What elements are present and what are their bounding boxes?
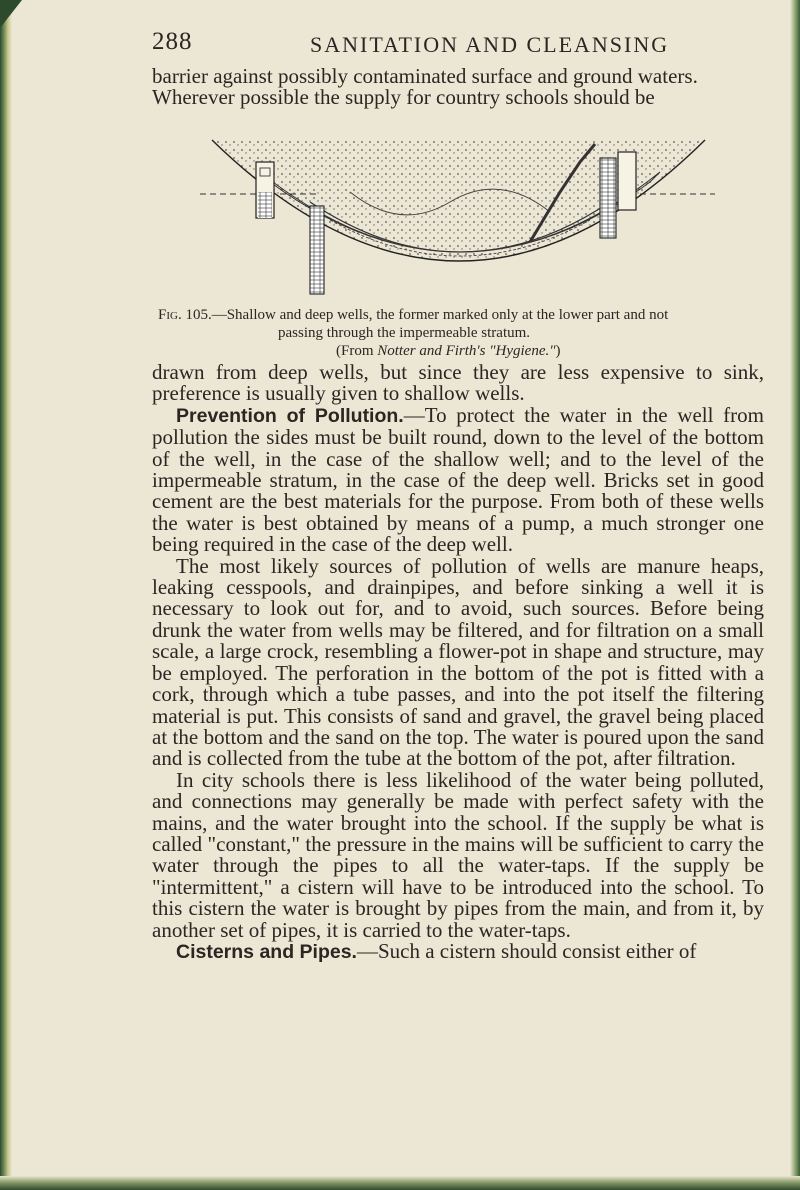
- page-number: 288: [152, 28, 193, 55]
- paragraph-cisterns: [152, 938, 764, 963]
- subheading-cisterns: Cisterns and Pipes.: [176, 940, 357, 963]
- source-suffix: ): [555, 343, 561, 359]
- intro-text: [152, 66, 764, 109]
- shallow-well: [256, 162, 274, 218]
- deep-well-left: [310, 206, 324, 294]
- figure-caption: [158, 306, 768, 360]
- page-header: [152, 28, 762, 64]
- intro-line-2: Wherever possible the supply for country schools should be: [152, 85, 655, 110]
- page-left-edge: [0, 0, 12, 1190]
- deep-well-right: [600, 152, 636, 238]
- running-title: SANITATION AND CLEANSING: [310, 32, 670, 57]
- figure-source: [158, 342, 768, 360]
- page-right-edge: [790, 0, 800, 1190]
- page-corner-shadow: [0, 0, 22, 28]
- source-title: Notter and Firth's "Hygiene.": [377, 343, 556, 359]
- wells-figure: [200, 132, 720, 300]
- caption-line-1: —Shallow and deep wells, the former marked only at the lower part and not: [211, 307, 669, 323]
- caption-line-2: passing through the impermeable stratum.: [278, 325, 531, 341]
- intro-line-1: barrier against possibly contaminated surface and ground waters.: [152, 64, 698, 88]
- paragraph-prevention: [152, 402, 764, 557]
- source-prefix: (From: [336, 343, 378, 359]
- paragraph-city-schools: In city schools there is less likelihood of the water being polluted, and connections may generally be made with perfect safety with the mains, and the water brought into the school. If the supply be what is called "constant," the pressure in the mains will be sufficient to carry the water through the pipes to all the water-taps. If the supply be "intermittent," a cistern will have to be introduced into the school. To this cistern the water is brought by pipes from the main, and from it, by another set of pipes, it is carried to the water-taps.: [152, 767, 764, 942]
- paragraph-sources: The most likely sources of pollution of wells are manure heaps, leaking cesspools, and drainpipes, and before sinking a well it is necessary to look out for, and to avoid, such sources. Before being drunk the water from wells may be filtered, and for filtration on a small scale, a large crock, resembling a flower-pot in shape and structure, may be employed. The perforation in the bottom of the pot is fitted with a cork, through which a tube passes, and into the pot itself the filtering material is put. This consists of sand and gravel, the gravel being placed at the bottom and the sand on the top. The water is poured upon the sand and is collected from the tube at the bottom of the pot, after filtration.: [152, 553, 764, 771]
- paragraph-continuation: drawn from deep wells, but since they are less expensive to sink, preference is usually given to shallow wells.: [152, 360, 764, 406]
- prevention-text: —To protect the water in the well from pollution the sides must be built round, down to the level of the bottom of the well, in the case of the shallow well; and to the level of the impermeable stratum, in the case of the deep well. Bricks set in good cement are the best materials for the purpose. From both of these wells the water is best obtained by means of a pump, a much stronger one being required in the case of the deep well.: [152, 402, 764, 557]
- main-text: [152, 362, 764, 963]
- page-bottom-edge: [0, 1176, 800, 1190]
- cisterns-text: —Such a cistern should consist either of: [356, 938, 697, 963]
- figure-label: Fig. 105.: [158, 307, 212, 323]
- subheading-prevention: Prevention of Pollution.: [176, 404, 404, 427]
